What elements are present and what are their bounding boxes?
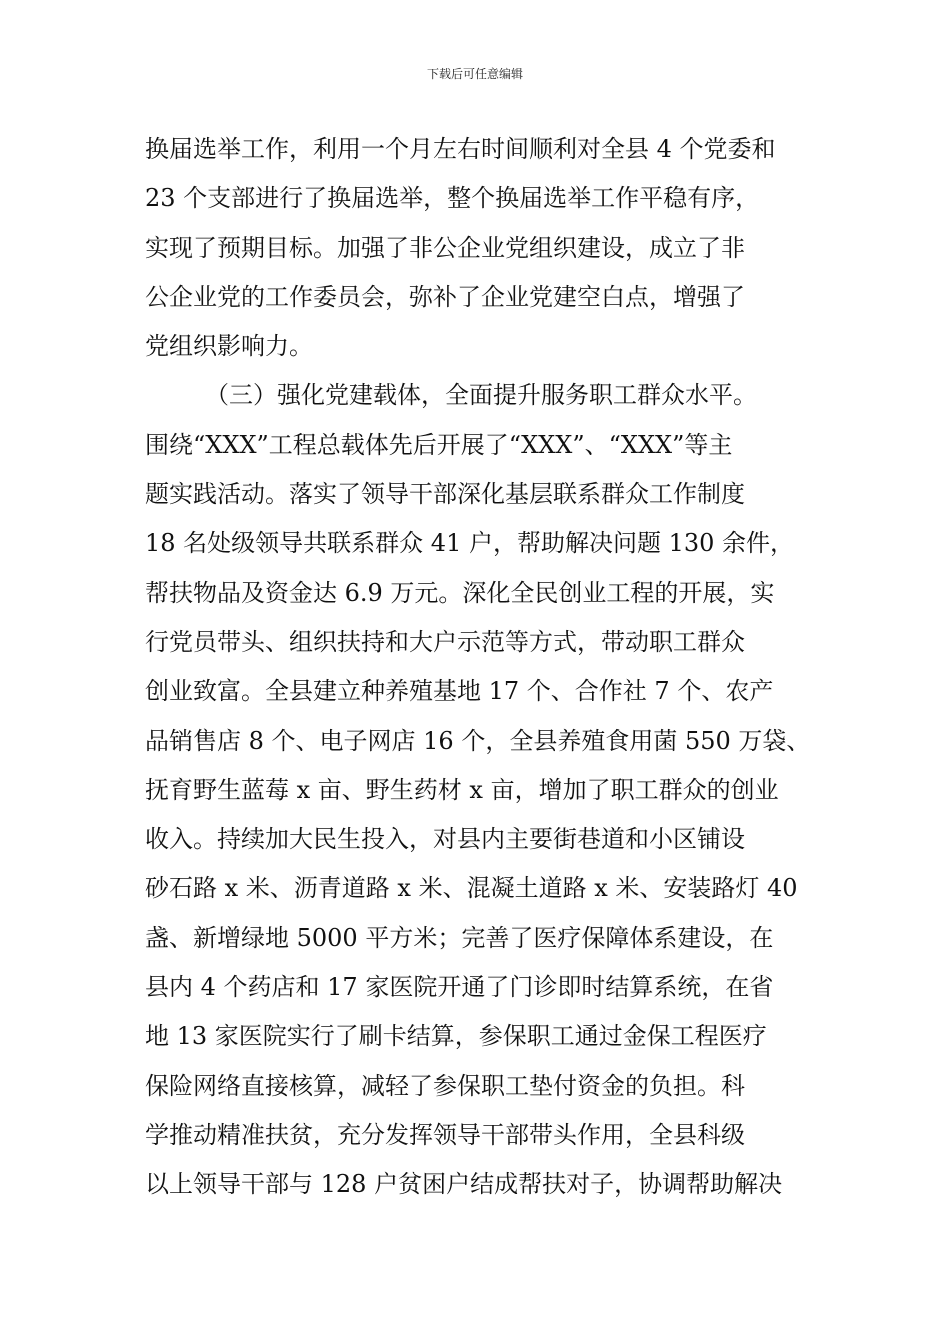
text-line: 品销售店 8 个、电子网店 16 个，全县养殖食用菌 550 万袋、: [145, 726, 811, 755]
text-line: 地 13 家医院实行了刷卡结算，参保职工通过金保工程医疗: [145, 1022, 767, 1051]
text-line: 党组织影响力。: [145, 332, 313, 361]
section-heading: （三）强化党建载体，全面提升服务职工群众水平。: [205, 381, 757, 410]
text-line: 学推动精准扶贫，充分发挥领导干部带头作用，全县科级: [145, 1120, 745, 1149]
text-line: 行党员带头、组织扶持和大户示范等方式，带动职工群众: [145, 627, 745, 656]
text-line: 23 个支部进行了换届选举，整个换届选举工作平稳有序，: [145, 184, 760, 213]
text-line: 创业致富。全县建立种养殖基地 17 个、合作社 7 个、农产: [145, 677, 774, 706]
text-line: 帮扶物品及资金达 6.9 万元。深化全民创业工程的开展，实: [145, 578, 775, 607]
text-line: 实现了预期目标。加强了非公企业党组织建设，成立了非: [145, 233, 745, 262]
text-line: 以上领导干部与 128 户贫困户结成帮扶对子，协调帮助解决: [145, 1170, 783, 1199]
text-line: 保险网络直接核算，减轻了参保职工垫付资金的负担。科: [145, 1071, 745, 1100]
text-line: 收入。持续加大民生投入，对县内主要街巷道和小区铺设: [145, 825, 745, 854]
text-line: 围绕“XXX”工程总载体先后开展了“XXX”、“XXX”等主: [145, 430, 733, 459]
text-line: 县内 4 个药店和 17 家医院开通了门诊即时结算系统，在省: [145, 973, 774, 1002]
text-line: 18 名处级领导共联系群众 41 户，帮助解决问题 130 余件，: [145, 529, 795, 558]
text-line: 砂石路 x 米、沥青道路 x 米、混凝土道路 x 米、安装路灯 40: [145, 874, 798, 903]
text-line: 题实践活动。落实了领导干部深化基层联系群众工作制度: [145, 480, 745, 509]
text-line: 公企业党的工作委员会，弥补了企业党建空白点，增强了: [145, 282, 745, 311]
body-text: [145, 125, 825, 1210]
text-line: 盏、新增绿地 5000 平方米；完善了医疗保障体系建设，在: [145, 923, 774, 952]
page-header-note: 下载后可任意编辑: [426, 67, 523, 81]
text-line: 抚育野生蓝莓 x 亩、野生药材 x 亩，增加了职工群众的创业: [145, 775, 779, 804]
text-line: 换届选举工作，利用一个月左右时间顺利对全县 4 个党委和: [145, 135, 776, 163]
